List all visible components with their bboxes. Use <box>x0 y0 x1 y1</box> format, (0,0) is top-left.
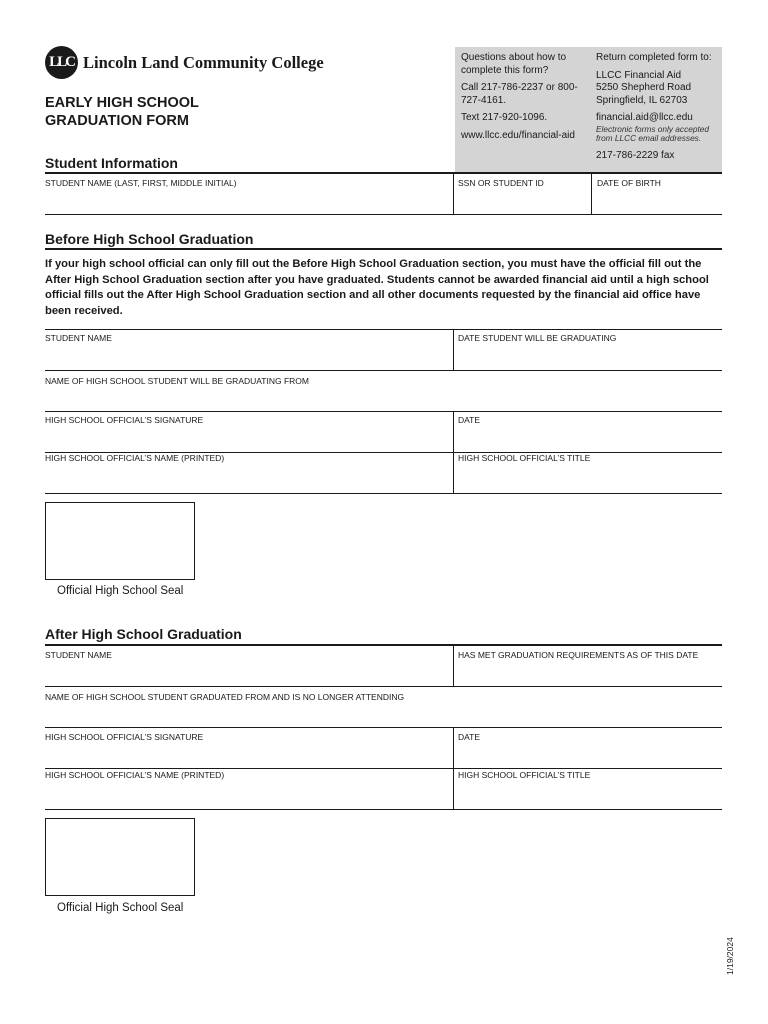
before-date-label: DATE <box>458 415 481 425</box>
before-seal-label: Official High School Seal <box>57 585 184 597</box>
before-graduation-instructions: If your high school official can only fill out the Before High School Graduation section, you must have the official fill out the After High School Graduation section after you have graduated. Students cannot be awarded financial aid until a high school official fills out the After High School Graduation section and all other documents requested by the financial aid office have been received. <box>45 258 709 317</box>
before-printed-name-label: HIGH SCHOOL OFFICIAL’S NAME (PRINTED) <box>45 453 225 463</box>
field-divider <box>453 452 454 493</box>
fax-number: 217-786-2229 fax <box>596 149 675 161</box>
before-school-name-field[interactable] <box>45 411 722 412</box>
contact-info-box <box>455 47 722 173</box>
after-signature-label: HIGH SCHOOL OFFICIAL’S SIGNATURE <box>45 732 204 742</box>
ssn-label: SSN OR STUDENT ID <box>458 178 544 188</box>
section-rule <box>45 248 722 250</box>
form-title <box>45 94 199 130</box>
before-seal-box <box>45 502 195 580</box>
llc-logo-icon: LLC <box>45 46 78 79</box>
before-student-name-label: STUDENT NAME <box>45 333 112 343</box>
before-signature-label: HIGH SCHOOL OFFICIAL’S SIGNATURE <box>45 415 204 425</box>
after-school-name-field[interactable] <box>45 727 722 728</box>
contact-questions-column <box>461 52 589 147</box>
return-to-text: Return completed form to: <box>596 52 712 63</box>
email-note: Electronic forms only accepted from LLCC email addresses. <box>596 123 709 143</box>
after-student-name-label: STUDENT NAME <box>45 650 112 660</box>
field-divider <box>453 411 454 452</box>
before-printed-name-field[interactable] <box>45 493 722 494</box>
field-divider <box>453 768 454 809</box>
street-address: 5250 Shepherd Road <box>596 82 692 93</box>
after-official-title-label: HIGH SCHOOL OFFICIAL’S TITLE <box>458 770 591 780</box>
after-printed-name-field[interactable] <box>45 809 722 810</box>
before-school-name-label: NAME OF HIGH SCHOOL STUDENT WILL BE GRADUATING FROM <box>45 376 309 386</box>
return-address-column <box>596 52 718 167</box>
form-title-line-2: GRADUATION FORM <box>45 113 189 129</box>
sms-text: Text 217-920-1096. <box>461 112 548 123</box>
email-link[interactable]: financial.aid@llcc.edu <box>596 112 693 123</box>
field-divider <box>453 329 454 370</box>
row-top-line <box>45 329 722 330</box>
student-full-name-field[interactable] <box>45 214 722 215</box>
after-requirements-date-label: HAS MET GRADUATION REQUIREMENTS AS OF THIS DATE <box>458 650 699 660</box>
form-version-date: 1/19/2024 <box>725 937 735 975</box>
after-school-name-label: NAME OF HIGH SCHOOL STUDENT GRADUATED FROM AND IS NO LONGER ATTENDING <box>45 692 405 702</box>
after-seal-box <box>45 818 195 896</box>
office-name: LLCC Financial Aid <box>596 69 682 81</box>
section-rule <box>45 172 722 174</box>
after-graduation-heading: After High School Graduation <box>45 626 242 642</box>
after-printed-name-label: HIGH SCHOOL OFFICIAL’S NAME (PRINTED) <box>45 770 225 780</box>
before-official-title-label: HIGH SCHOOL OFFICIAL’S TITLE <box>458 453 591 463</box>
college-name: Lincoln Land Community College <box>83 52 324 72</box>
before-graduation-heading: Before High School Graduation <box>45 231 254 247</box>
questions-text: Questions about how to complete this form? <box>461 52 567 76</box>
phone-text: Call 217-786-2237 or 800-727-4161. <box>461 82 578 106</box>
field-divider <box>453 727 454 768</box>
field-divider <box>591 173 592 214</box>
before-student-name-field[interactable] <box>45 370 722 371</box>
field-divider <box>453 645 454 686</box>
after-student-name-field[interactable] <box>45 686 722 687</box>
website-link[interactable]: www.llcc.edu/financial-aid <box>461 129 575 141</box>
dob-label: DATE OF BIRTH <box>597 178 661 188</box>
student-info-heading: Student Information <box>45 155 178 171</box>
section-rule <box>45 644 722 646</box>
college-logo <box>45 46 324 79</box>
after-signature-field[interactable] <box>45 768 722 769</box>
after-date-label: DATE <box>458 732 481 742</box>
before-date-graduating-label: DATE STUDENT WILL BE GRADUATING <box>458 333 617 343</box>
student-full-name-label: STUDENT NAME (LAST, FIRST, MIDDLE INITIAL) <box>45 178 237 188</box>
form-title-line-1: EARLY HIGH SCHOOL <box>45 95 199 111</box>
field-divider <box>453 173 454 214</box>
city-state-zip: Springfield, IL 62703 <box>596 94 688 106</box>
after-seal-label: Official High School Seal <box>57 902 184 914</box>
